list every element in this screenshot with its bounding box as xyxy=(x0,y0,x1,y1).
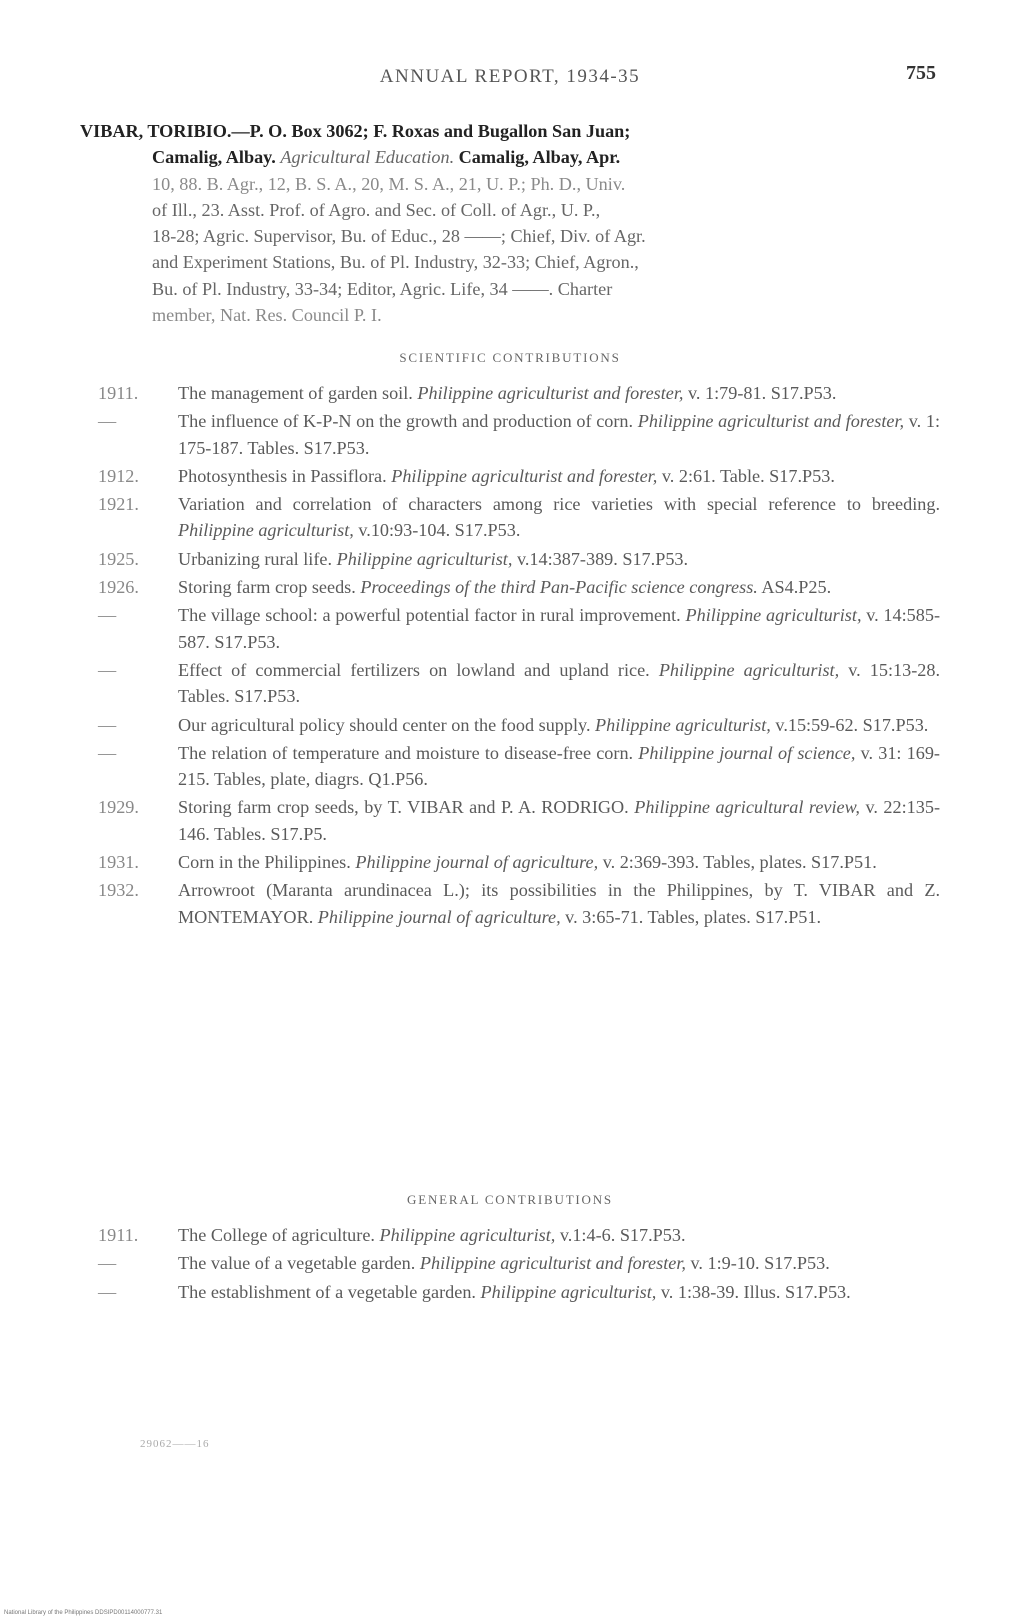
entry-reference: v. 14:585-587. S17.P53. xyxy=(178,605,941,652)
entry-reference: v. 2:61. Table. S17.P53. xyxy=(657,465,835,486)
contribution-entry xyxy=(80,657,940,710)
entry-title: Effect of commercial fertilizers on lowland and upland rice. xyxy=(178,659,659,680)
entry-citation: Philippine agriculturist, xyxy=(336,548,513,569)
contribution-entry xyxy=(80,794,940,847)
page-header xyxy=(0,62,1020,92)
scientific-contributions-list xyxy=(80,380,940,932)
entry-reference: v. 2:369-393. Tables, plates. S17.P51. xyxy=(598,852,877,873)
biography-line4: of Ill., 23. Asst. Prof. of Agro. and Sec. of Coll. of Agr., U. P., xyxy=(152,199,601,220)
biography-line5: 18-28; Agric. Supervisor, Bu. of Educ., 28 ——; Chief, Div. of Agr. xyxy=(152,226,646,247)
entry-citation: Philippine agriculturist and forester, xyxy=(391,465,658,486)
contribution-entry xyxy=(80,574,940,600)
entry-year: 1911. xyxy=(98,383,139,403)
biography-line8: member, Nat. Res. Council P. I. xyxy=(152,305,382,326)
entry-reference: v. 22:135-146. Tables. S17.P5. xyxy=(178,797,941,844)
biography-line7: Bu. of Pl. Industry, 33-34; Editor, Agric. Life, 34 ——. Charter xyxy=(152,278,613,299)
entry-title: The management of garden soil. xyxy=(178,383,418,403)
entry-citation: Philippine agriculturist and forester, xyxy=(417,383,684,403)
contribution-entry xyxy=(80,712,940,738)
entry-title: The College of agriculture. xyxy=(178,1225,380,1245)
entry-year: 1911. xyxy=(98,1225,139,1245)
biography-entry xyxy=(80,118,938,328)
page-number: 755 xyxy=(906,62,936,84)
contribution-entry xyxy=(80,849,940,875)
running-title: ANNUAL REPORT, 1934-35 xyxy=(379,66,641,87)
entry-citation: Philippine journal of agriculture, xyxy=(355,852,599,873)
entry-reference: v. 1:38-39. Illus. S17.P53. xyxy=(656,1281,851,1302)
entry-citation: Philippine agricultural review, xyxy=(634,797,860,818)
entry-citation: Philippine journal of agriculture, xyxy=(317,906,561,927)
entry-title: Corn in the Philippines. xyxy=(178,852,356,873)
contribution-entry xyxy=(80,1250,940,1276)
entry-title: The influence of K-P-N on the growth and production of corn. xyxy=(178,411,638,432)
entry-reference: v.1:4-6. S17.P53. xyxy=(555,1225,686,1245)
entry-reference: v.10:93-104. S17.P53. xyxy=(353,520,521,541)
entry-year: 1932. xyxy=(98,880,139,901)
entry-year: 1929. xyxy=(98,797,139,818)
biography-line2a: Camalig, Albay. xyxy=(152,147,281,168)
general-contributions-heading: GENERAL CONTRIBUTIONS xyxy=(407,1192,613,1207)
entry-year: — xyxy=(98,605,117,626)
entry-title: Urbanizing rural life. xyxy=(178,548,337,569)
entry-reference: v. 1:79-81. S17.P53. xyxy=(683,383,837,403)
entry-citation: Philippine agriculturist and forester, xyxy=(637,411,905,432)
entry-reference: v.14:387-389. S17.P53. xyxy=(512,548,689,569)
entry-year: — xyxy=(98,1253,117,1274)
contribution-entry xyxy=(80,491,940,544)
contribution-entry xyxy=(80,877,940,930)
contribution-entry xyxy=(80,1279,940,1305)
contribution-entry xyxy=(80,1222,940,1248)
contribution-entry xyxy=(80,380,940,406)
biography-line6: and Experiment Stations, Bu. of Pl. Industry, 32-33; Chief, Agron., xyxy=(152,252,639,273)
entry-year: 1921. xyxy=(98,494,139,515)
entry-title: Variation and correlation of characters among rice varieties with special reference to breeding. xyxy=(178,494,940,515)
entry-year: 1912. xyxy=(98,465,139,486)
entry-year: — xyxy=(98,659,117,680)
entry-citation: Philippine journal of science, xyxy=(638,742,856,763)
entry-title: Storing farm crop seeds, by T. VIBAR and P. A. RODRIGO. xyxy=(178,797,635,818)
entry-title: Our agricultural policy should center on the food supply. xyxy=(178,714,596,735)
entry-title: The establishment of a vegetable garden. xyxy=(178,1281,481,1302)
entry-reference: v. 31: 169-215. Tables, plate, diagrs. Q1.P56. xyxy=(178,742,940,790)
contribution-entry xyxy=(80,740,940,793)
entry-title: The relation of temperature and moisture to disease-free corn. xyxy=(178,742,639,763)
biography-line2b: Camalig, Albay, Apr. xyxy=(454,147,621,168)
entry-title: The village school: a powerful potential factor in rural improvement. xyxy=(178,605,686,626)
library-watermark: National Library of the Philippines DDSIPD00114000777.31 xyxy=(4,1610,163,1616)
biography-name: VIBAR, TORIBIO. xyxy=(80,121,232,141)
printer-code: 29062——16 xyxy=(140,1438,210,1450)
entry-title: Arrowroot (Maranta arundinacea L.); its possibilities in the Philippines, by T. VIBAR and Z. MONTEMAYOR. xyxy=(178,880,940,927)
entry-citation: Philippine agriculturist, xyxy=(595,714,771,735)
biography-line3: 10, 88. B. Agr., 12, B. S. A., 20, M. S. A., 21, U. P.; Ph. D., Univ. xyxy=(152,173,626,194)
contribution-entry xyxy=(80,408,940,461)
entry-year: 1931. xyxy=(98,852,139,873)
contribution-entry xyxy=(80,463,940,489)
entry-citation: Philippine agriculturist, xyxy=(379,1225,556,1245)
entry-title: Storing farm crop seeds. xyxy=(178,577,361,598)
contribution-entry xyxy=(80,602,940,655)
entry-reference: v. 3:65-71. Tables, plates. S17.P51. xyxy=(560,906,822,927)
entry-reference: v. 1:9-10. S17.P53. xyxy=(685,1253,830,1274)
entry-citation: Philippine agriculturist, xyxy=(685,605,862,626)
entry-year: — xyxy=(98,1281,117,1302)
entry-citation: Philippine agriculturist, xyxy=(178,520,354,541)
entry-year: 1925. xyxy=(98,548,139,569)
entry-citation: Philippine agriculturist and forester, xyxy=(419,1253,686,1274)
entry-title: Photosynthesis in Passiflora. xyxy=(178,465,392,486)
entry-year: — xyxy=(98,742,117,763)
entry-year: — xyxy=(98,411,117,432)
entry-citation: Philippine agriculturist, xyxy=(658,659,840,680)
entry-reference: v. 15:13-28. Tables. S17.P53. xyxy=(178,659,940,707)
biography-address: —P. O. Box 3062; F. Roxas and Bugallon San Juan; xyxy=(231,121,631,141)
scientific-contributions-heading: SCIENTIFIC CONTRIBUTIONS xyxy=(399,350,621,365)
entry-reference: v. 1: 175-187. Tables. S17.P53. xyxy=(178,411,940,458)
general-contributions-list xyxy=(80,1222,940,1307)
contribution-entry xyxy=(80,546,940,572)
entry-citation: Proceedings of the third Pan-Pacific science congress. xyxy=(360,577,758,598)
entry-reference: AS4.P25. xyxy=(757,577,832,598)
biography-field: Agricultural Education. xyxy=(280,147,455,168)
entry-year: 1926. xyxy=(98,577,139,598)
entry-year: — xyxy=(98,714,117,735)
entry-title: The value of a vegetable garden. xyxy=(178,1253,420,1274)
entry-reference: v.15:59-62. S17.P53. xyxy=(770,714,929,735)
entry-citation: Philippine agriculturist, xyxy=(480,1281,657,1302)
